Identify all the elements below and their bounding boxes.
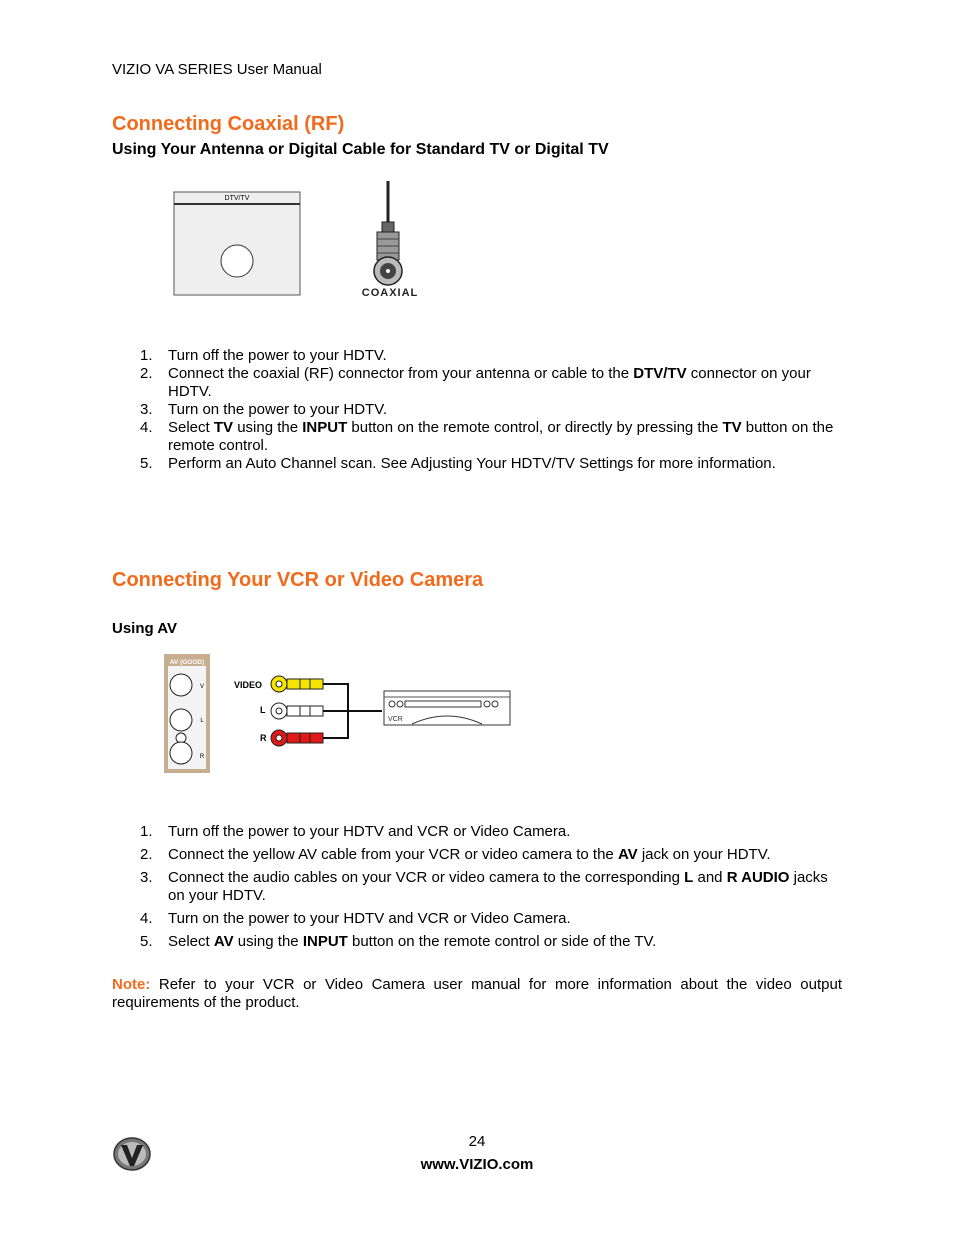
step-number: 3. (140, 401, 153, 418)
document-header: VIZIO VA SERIES User Manual (112, 61, 322, 78)
dtv-tv-panel (174, 192, 300, 295)
audio-left-jack (170, 709, 192, 731)
note-text: Refer to your VCR or Video Camera user manual for more information about the video output requirements of the product. (112, 976, 842, 1011)
note-label: Note: (112, 976, 151, 993)
vcr-label: VCR (388, 716, 403, 723)
vcr-device-icon (384, 691, 510, 725)
video-jack (170, 674, 192, 696)
step-number: 4. (140, 910, 153, 927)
right-audio-cable-plug (271, 730, 323, 746)
step-text: Turn on the power to your HDTV and VCR or Video Camera. (168, 910, 571, 927)
section-title-coaxial: Connecting Coaxial (RF) (112, 113, 345, 135)
coaxial-diagram (170, 178, 440, 303)
step-text: Connect the coaxial (RF) connector from your antenna or cable to the DTV/TV connector on your HDTV. (168, 365, 811, 400)
step-item (112, 455, 842, 473)
step-text: Connect the audio cables on your VCR or video camera to the corresponding L and R AUDIO jacks on your HDTV. (168, 869, 828, 904)
step-text: Select AV using the INPUT button on the remote control or side of the TV. (168, 933, 657, 950)
step-item (112, 419, 842, 455)
coaxial-label: COAXIAL (361, 287, 419, 299)
step-text: Turn off the power to your HDTV. (168, 347, 387, 364)
step-item (112, 401, 842, 419)
step-number: 2. (140, 365, 153, 382)
vcr-steps-list (112, 823, 842, 956)
note-paragraph (112, 976, 842, 1012)
website-link: www.VIZIO.com (420, 1156, 534, 1173)
dtv-tv-label: DTV/TV (224, 195, 250, 202)
coaxial-steps-list (112, 347, 842, 473)
section-subtitle-av: Using AV (112, 620, 178, 637)
step-item (112, 846, 842, 864)
video-cable-plug (271, 676, 323, 692)
cable-label-r: R (260, 733, 267, 743)
step-text: Turn on the power to your HDTV. (168, 401, 387, 418)
jack-label-r: R (199, 754, 205, 760)
step-item (112, 910, 842, 928)
cable-bundle (323, 684, 382, 738)
jack-label-l: L (200, 718, 204, 724)
section-subtitle-antenna: Using Your Antenna or Digital Cable for Standard TV or Digital TV (112, 141, 609, 158)
left-audio-cable-plug (271, 703, 323, 719)
step-text: Turn off the power to your HDTV and VCR or Video Camera. (168, 823, 571, 840)
step-item (112, 933, 842, 951)
step-text: Select TV using the INPUT button on the remote control, or directly by pressing the TV button on the remote control. (168, 419, 834, 454)
coaxial-plug-icon (374, 181, 402, 285)
step-item (112, 347, 842, 365)
step-number: 4. (140, 419, 153, 436)
cable-label-video: VIDEO (234, 680, 263, 690)
step-item (112, 823, 842, 841)
step-number: 5. (140, 455, 153, 472)
jack-label-v: V (199, 684, 205, 690)
dtv-tv-jack (221, 245, 253, 277)
step-number: 5. (140, 933, 153, 950)
cable-label-l: L (260, 705, 266, 715)
step-number: 2. (140, 846, 153, 863)
step-number: 1. (140, 823, 153, 840)
step-item (112, 869, 842, 905)
section-title-vcr: Connecting Your VCR or Video Camera (112, 569, 484, 591)
step-text: Perform an Auto Channel scan. See Adjusting Your HDTV/TV Settings for more information. (168, 455, 776, 472)
av-panel-label: AV (GOOD) (169, 659, 205, 666)
step-number: 1. (140, 347, 153, 364)
page-number: 24 (468, 1133, 486, 1150)
step-number: 3. (140, 869, 153, 886)
step-item (112, 365, 842, 401)
audio-right-jack (170, 742, 192, 764)
av-diagram (160, 650, 520, 780)
step-text: Connect the yellow AV cable from your VCR or video camera to the AV jack on your HDTV. (168, 846, 771, 863)
